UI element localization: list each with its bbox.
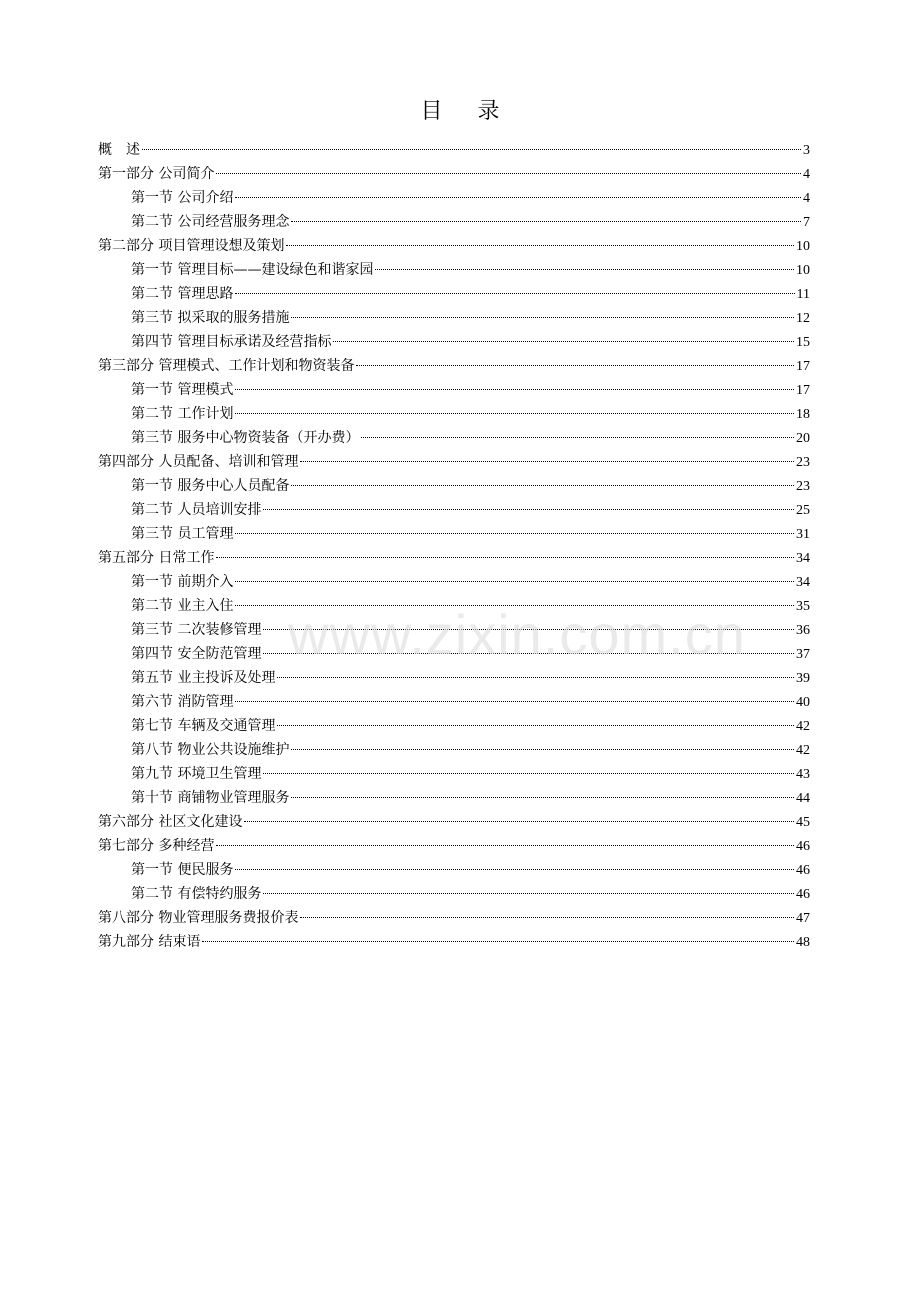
toc-entry-label: 第二节 工作计划 xyxy=(131,406,234,422)
toc-dot-leader xyxy=(216,173,801,174)
toc-page-number: 48 xyxy=(796,935,810,950)
toc-entry-label: 第八部分 物业管理服务费报价表 xyxy=(98,910,299,926)
toc-entry-label: 第六节 消防管理 xyxy=(131,694,234,710)
toc-section-entry[interactable] xyxy=(98,402,810,426)
toc-dot-leader xyxy=(263,893,794,894)
toc-dot-leader xyxy=(235,197,801,198)
page-title: 目 录 xyxy=(420,99,514,124)
toc-entry-label: 第二节 人员培训安排 xyxy=(131,502,262,518)
toc-page-number: 47 xyxy=(796,911,810,926)
toc-section-entry[interactable] xyxy=(98,258,810,282)
toc-dot-leader xyxy=(291,797,794,798)
toc-section-entry[interactable] xyxy=(98,186,810,210)
toc-dot-leader xyxy=(235,533,794,534)
toc-dot-leader xyxy=(263,773,794,774)
toc-entry-label: 第四部分 人员配备、培训和管理 xyxy=(98,454,299,470)
toc-page-number: 3 xyxy=(803,143,810,158)
toc-section-entry[interactable] xyxy=(98,210,810,234)
toc-dot-leader xyxy=(216,557,794,558)
toc-page-number: 42 xyxy=(796,743,810,758)
toc-entry-label: 第三节 二次装修管理 xyxy=(131,622,262,638)
toc-page-number: 42 xyxy=(796,719,810,734)
toc-page-number: 43 xyxy=(796,767,810,782)
toc-page-number: 17 xyxy=(796,359,810,374)
toc-section-entry[interactable] xyxy=(98,426,810,450)
table-of-contents xyxy=(98,138,810,954)
toc-page-number: 45 xyxy=(796,815,810,830)
toc-entry-label: 第七部分 多种经营 xyxy=(98,838,215,854)
toc-dot-leader xyxy=(361,437,794,438)
toc-section-entry[interactable] xyxy=(98,522,810,546)
toc-entry-label: 第七节 车辆及交通管理 xyxy=(131,718,276,734)
toc-entry-label: 第三节 服务中心物资装备（开办费） xyxy=(131,430,360,446)
toc-part-entry[interactable] xyxy=(98,450,810,474)
toc-entry-label: 第四节 管理目标承诺及经营指标 xyxy=(131,334,332,350)
toc-entry-label: 第二节 管理思路 xyxy=(131,286,234,302)
toc-section-entry[interactable] xyxy=(98,786,810,810)
toc-dot-leader xyxy=(216,845,794,846)
toc-dot-leader xyxy=(291,317,794,318)
toc-section-entry[interactable] xyxy=(98,666,810,690)
toc-entry-label: 第一节 服务中心人员配备 xyxy=(131,478,290,494)
toc-part-entry[interactable] xyxy=(98,834,810,858)
toc-dot-leader xyxy=(235,701,794,702)
toc-page-number: 40 xyxy=(796,695,810,710)
toc-page-number: 4 xyxy=(803,167,810,182)
toc-section-entry[interactable] xyxy=(98,642,810,666)
toc-entry-label: 第三节 员工管理 xyxy=(131,526,234,542)
toc-page-number: 20 xyxy=(796,431,810,446)
toc-entry-label: 概 述 xyxy=(98,142,140,158)
toc-entry-label: 第一节 公司介绍 xyxy=(131,190,234,206)
toc-dot-leader xyxy=(263,653,794,654)
toc-page-number: 18 xyxy=(796,407,810,422)
toc-page-number: 37 xyxy=(796,647,810,662)
toc-dot-leader xyxy=(263,629,794,630)
toc-page-number: 46 xyxy=(796,863,810,878)
toc-dot-leader xyxy=(142,149,801,150)
toc-dot-leader xyxy=(300,461,794,462)
toc-entry-label: 第十节 商铺物业管理服务 xyxy=(131,790,290,806)
toc-page-number: 39 xyxy=(796,671,810,686)
toc-part-entry[interactable] xyxy=(98,906,810,930)
toc-entry-label: 第二节 有偿特约服务 xyxy=(131,886,262,902)
toc-entry-label: 第一节 便民服务 xyxy=(131,862,234,878)
toc-entry-label: 第五部分 日常工作 xyxy=(98,550,215,566)
toc-entry-label: 第八节 物业公共设施维护 xyxy=(131,742,290,758)
toc-section-entry[interactable] xyxy=(98,306,810,330)
toc-entry-label: 第一节 管理模式 xyxy=(131,382,234,398)
toc-dot-leader xyxy=(286,245,794,246)
toc-page-number: 7 xyxy=(803,215,810,230)
toc-entry-label: 第二节 业主入住 xyxy=(131,598,234,614)
toc-dot-leader xyxy=(375,269,794,270)
toc-dot-leader xyxy=(235,293,794,294)
toc-dot-leader xyxy=(235,413,794,414)
toc-entry-label: 第六部分 社区文化建设 xyxy=(98,814,243,830)
toc-dot-leader xyxy=(235,605,794,606)
toc-page-number: 25 xyxy=(796,503,810,518)
toc-entry-label: 第一部分 公司简介 xyxy=(98,166,215,182)
toc-entry-label: 第三节 拟采取的服务措施 xyxy=(131,310,290,326)
toc-part-entry[interactable] xyxy=(98,162,810,186)
toc-dot-leader xyxy=(291,749,794,750)
toc-dot-leader xyxy=(291,221,801,222)
toc-part-entry[interactable] xyxy=(98,138,810,162)
toc-section-entry[interactable] xyxy=(98,498,810,522)
toc-section-entry[interactable] xyxy=(98,570,810,594)
toc-section-entry[interactable] xyxy=(98,330,810,354)
toc-entry-label: 第五节 业主投诉及处理 xyxy=(131,670,276,686)
toc-entry-label: 第四节 安全防范管理 xyxy=(131,646,262,662)
toc-dot-leader xyxy=(244,821,794,822)
toc-dot-leader xyxy=(300,917,794,918)
toc-page-number: 44 xyxy=(796,791,810,806)
toc-entry-label: 第一节 管理目标——建设绿色和谐家园 xyxy=(131,262,374,278)
toc-page-number: 34 xyxy=(796,575,810,590)
toc-page-number: 10 xyxy=(796,239,810,254)
toc-dot-leader xyxy=(235,389,794,390)
toc-entry-label: 第三部分 管理模式、工作计划和物资装备 xyxy=(98,358,355,374)
toc-entry-label: 第二节 公司经营服务理念 xyxy=(131,214,290,230)
toc-dot-leader xyxy=(277,677,794,678)
toc-section-entry[interactable] xyxy=(98,714,810,738)
toc-entry-label: 第九节 环境卫生管理 xyxy=(131,766,262,782)
toc-page-number: 4 xyxy=(803,191,810,206)
toc-section-entry[interactable] xyxy=(98,858,810,882)
toc-page-number: 34 xyxy=(796,551,810,566)
toc-part-entry[interactable] xyxy=(98,930,810,954)
toc-dot-leader xyxy=(333,341,794,342)
toc-dot-leader xyxy=(356,365,794,366)
toc-page-number: 23 xyxy=(796,455,810,470)
toc-entry-label: 第二部分 项目管理设想及策划 xyxy=(98,238,285,254)
toc-part-entry[interactable] xyxy=(98,546,810,570)
toc-section-entry[interactable] xyxy=(98,282,810,306)
toc-page-number: 23 xyxy=(796,479,810,494)
toc-page-number: 12 xyxy=(796,311,810,326)
toc-page-number: 31 xyxy=(796,527,810,542)
toc-section-entry[interactable] xyxy=(98,690,810,714)
toc-part-entry[interactable] xyxy=(98,354,810,378)
toc-part-entry[interactable] xyxy=(98,234,810,258)
toc-dot-leader xyxy=(291,485,794,486)
toc-page-number: 10 xyxy=(796,263,810,278)
toc-section-entry[interactable] xyxy=(98,762,810,786)
toc-dot-leader xyxy=(235,581,794,582)
watermark: www.zixin.com.cn xyxy=(288,603,746,666)
toc-page-number: 35 xyxy=(796,599,810,614)
toc-section-entry[interactable] xyxy=(98,474,810,498)
toc-section-entry[interactable] xyxy=(98,378,810,402)
toc-entry-label: 第一节 前期介入 xyxy=(131,574,234,590)
toc-dot-leader xyxy=(263,509,794,510)
toc-page-number: 46 xyxy=(796,887,810,902)
toc-page-number: 36 xyxy=(796,623,810,638)
toc-section-entry[interactable] xyxy=(98,738,810,762)
toc-section-entry[interactable] xyxy=(98,882,810,906)
toc-dot-leader xyxy=(277,725,794,726)
toc-page-number: 11 xyxy=(796,287,810,302)
toc-dot-leader xyxy=(235,869,794,870)
toc-section-entry[interactable] xyxy=(98,618,810,642)
toc-dot-leader xyxy=(202,941,794,942)
toc-entry-label: 第九部分 结束语 xyxy=(98,934,201,950)
toc-page-number: 15 xyxy=(796,335,810,350)
toc-section-entry[interactable] xyxy=(98,594,810,618)
toc-page-number: 46 xyxy=(796,839,810,854)
toc-part-entry[interactable] xyxy=(98,810,810,834)
toc-page-number: 17 xyxy=(796,383,810,398)
